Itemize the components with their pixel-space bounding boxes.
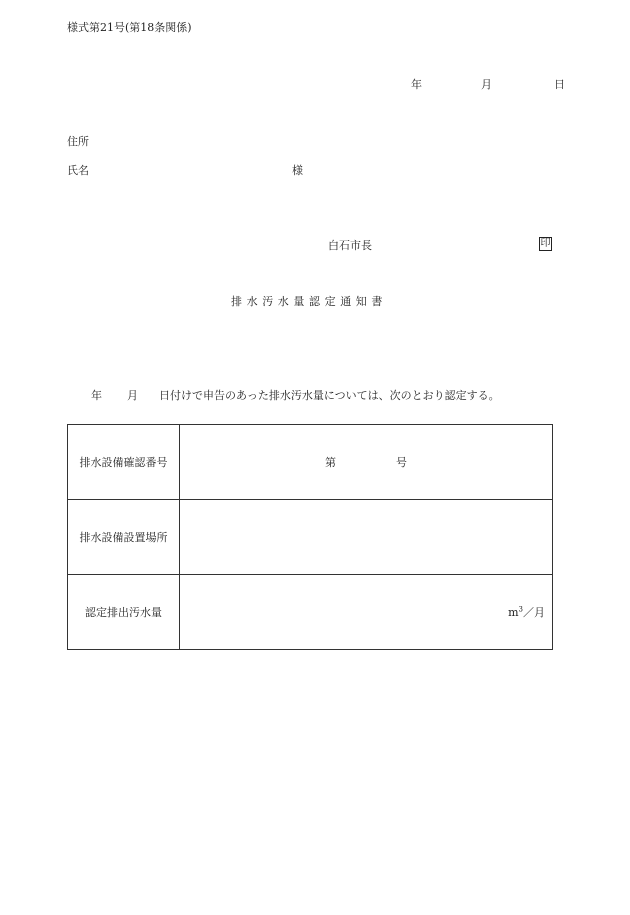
certified-volume-label: 認定排出汚水量 [68,575,180,650]
notice-year-label: 年 [91,389,102,402]
table-row [68,575,553,650]
number-suffix: 号 [396,456,407,469]
honorific: 様 [292,164,303,177]
date-day-label: 日 [554,78,565,91]
number-prefix: 第 [325,456,336,469]
document-title: 排水汚水量認定通知書 [231,295,387,308]
confirmation-number-value [180,425,553,500]
installation-location-value [180,500,553,575]
certified-volume-value [180,575,553,650]
notice-month-label: 月 [127,389,138,402]
date-month-label: 月 [481,78,492,91]
issuer-title: 白石市長 [328,239,372,252]
table-row [68,500,553,575]
table-row [68,425,553,500]
installation-location-label: 排水設備設置場所 [68,500,180,575]
certification-table [67,424,553,650]
notice-sentence [91,390,500,401]
name-label: 氏名 [67,164,89,177]
volume-unit-rest: ／月 [523,606,545,619]
volume-unit-exponent: 3 [518,605,523,614]
address-label: 住所 [67,135,89,148]
notice-text: 日付けで申告のあった排水汚水量については、次のとおり認定する。 [159,389,500,402]
seal-mark: 印 [540,238,551,249]
date-year-label: 年 [411,78,422,91]
form-number: 様式第21号(第18条関係) [67,21,192,34]
confirmation-number-label: 排水設備確認番号 [68,425,180,500]
volume-unit-base: m [508,606,519,619]
